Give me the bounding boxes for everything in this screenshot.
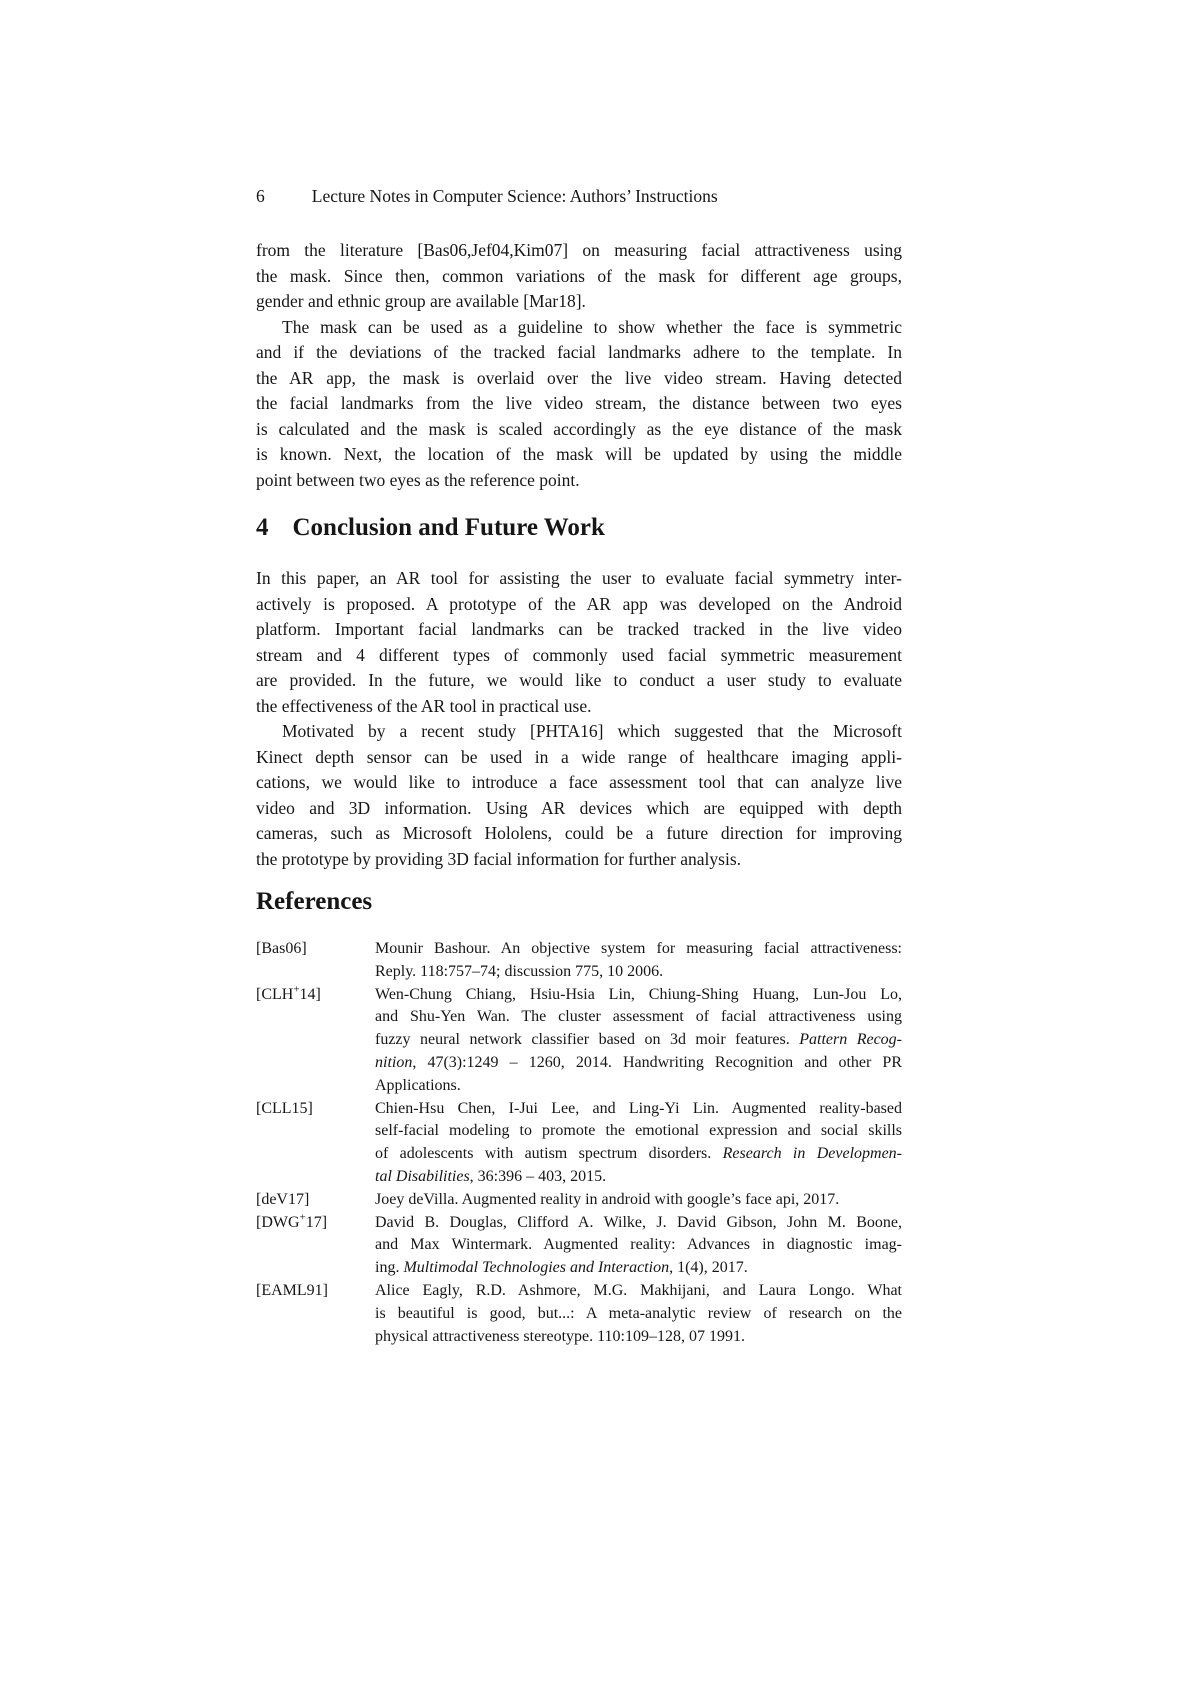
text-segment: platform. Important facial landmarks can be tracked tracked in the live video — [256, 619, 902, 639]
reference-text — [375, 1280, 902, 1348]
text-segment: from the literature [Bas06,Jef04,Kim07] on measuring facial attractiveness using — [256, 240, 902, 260]
text-segment: Wen-Chung Chiang, Hsiu-Hsia Lin, Chiung-Shing Huang, Lun-Jou Lo, — [375, 985, 902, 1003]
text-segment: Kinect depth sensor can be used in a wide range of healthcare imaging appli- — [256, 746, 902, 767]
text-segment: self-facial modeling to promote the emotional expression and social skills — [375, 1122, 902, 1140]
text-line — [256, 391, 902, 417]
reference-label — [256, 938, 375, 984]
text-line — [256, 366, 902, 392]
running-header — [256, 186, 902, 206]
page-number: 6 — [256, 186, 265, 206]
label-text: [CLL15] — [256, 1099, 313, 1117]
text-segment: Mounir Bashour. An objective system for measuring facial attractiveness: — [375, 940, 902, 957]
text-segment: David B. Douglas, Clifford A. Wilke, J. David Gibson, John M. Boone, — [375, 1213, 902, 1231]
text-segment: is beautiful is good, but...: A meta-analytic review of research on the — [375, 1304, 902, 1322]
text-line — [256, 847, 902, 873]
text-segment: is known. Next, the location of the mask will be updated by using the middle — [256, 444, 902, 464]
text-line — [256, 238, 902, 264]
text-segment: and if the deviations of the tracked facial landmarks adhere to the template. In — [256, 342, 902, 362]
text-segment: video and 3D information. Using AR devices which are equipped with depth — [256, 797, 902, 818]
section-heading — [256, 512, 902, 544]
text-line — [256, 643, 902, 669]
text-segment: is calculated and the mask is scaled accordingly as the eye distance of the mask — [256, 418, 902, 439]
reference-entry — [256, 1189, 902, 1212]
text-line — [375, 1052, 902, 1075]
text-line — [256, 315, 902, 341]
text-segment: the facial landmarks from the live video stream, the distance between two eyes — [256, 393, 902, 413]
text-line — [375, 1098, 902, 1121]
text-line — [375, 1257, 902, 1280]
text-segment: Reply. 118:757–74; discussion 775, 10 2006. — [375, 962, 664, 980]
text-segment: gender and ethnic group are available [Mar18]. — [256, 291, 586, 311]
text-segment: point between two eyes as the reference point. — [256, 469, 580, 490]
text-line — [375, 1029, 902, 1052]
text-line — [375, 1120, 902, 1143]
text-line — [256, 442, 902, 468]
text-segment: , 1(4), 2017. — [669, 1259, 748, 1277]
text-line — [256, 617, 902, 643]
label-superscript: + — [299, 1211, 306, 1224]
text-line — [256, 745, 902, 771]
reference-text — [375, 1098, 902, 1189]
text-segment: are provided. In the future, we would like to conduct a user study to evaluate — [256, 670, 902, 690]
reference-text — [375, 1212, 902, 1280]
reference-entry — [256, 938, 902, 984]
text-line — [256, 264, 902, 290]
text-segment: , 36:396 – 403, 2015. — [469, 1167, 607, 1185]
reference-entry — [256, 984, 902, 1098]
text-segment: the prototype by providing 3D facial information for further analysis. — [256, 848, 742, 869]
label-text: [CLH — [256, 985, 294, 1003]
paragraph — [256, 566, 902, 719]
italic-text: Pattern Recog- — [799, 1031, 903, 1049]
text-line — [375, 984, 902, 1007]
text-line — [375, 1075, 902, 1098]
text-segment: Joey deVilla. Augmented reality in android with google’s face api, 2017. — [375, 1190, 840, 1208]
reference-entry — [256, 1280, 902, 1348]
text-segment: cameras, such as Microsoft Hololens, could be a future direction for improving — [256, 823, 902, 843]
text-segment: actively is proposed. A prototype of the AR app was developed on the Android — [256, 593, 902, 614]
text-segment: cations, we would like to introduce a face assessment tool that can analyze live — [256, 772, 902, 792]
section-title: Conclusion and Future Work — [292, 514, 605, 541]
text-line — [256, 770, 902, 796]
reference-label — [256, 1212, 375, 1280]
text-line — [375, 1143, 902, 1166]
text-line — [256, 340, 902, 366]
text-line — [256, 566, 902, 592]
text-line — [375, 1326, 902, 1349]
text-line — [256, 592, 902, 618]
text-segment: , 47(3):1249 – 1260, 2014. Handwriting Recognition and other PR — [412, 1053, 902, 1071]
text-segment: fuzzy neural network classifier based on 3d moir features. — [375, 1031, 800, 1049]
text-segment: stream and 4 different types of commonly used facial symmetric measurement — [256, 644, 902, 665]
text-segment: ing. — [375, 1259, 404, 1277]
text-line — [256, 821, 902, 847]
running-title: Lecture Notes in Computer Science: Authors’ Instructions — [311, 186, 718, 206]
text-line — [256, 796, 902, 822]
text-line — [256, 468, 902, 494]
text-segment: Alice Eagly, R.D. Ashmore, M.G. Makhijani, and Laura Longo. What — [375, 1281, 902, 1299]
section-number: 4 — [256, 514, 269, 541]
reference-entry — [256, 1212, 902, 1280]
reference-label — [256, 984, 375, 1098]
text-line — [256, 289, 902, 315]
text-line — [375, 1006, 902, 1029]
text-line — [375, 1189, 902, 1212]
label-text: [Bas06] — [256, 940, 307, 957]
text-line — [375, 1166, 902, 1189]
reference-text — [375, 1189, 902, 1212]
label-text: 14] — [299, 985, 321, 1003]
reference-text — [375, 938, 902, 984]
italic-text: tal Disabilities — [375, 1167, 470, 1185]
text-line — [375, 938, 902, 961]
paragraph — [256, 719, 902, 872]
text-segment: of adolescents with autism spectrum disorders. — [375, 1145, 723, 1163]
label-text: [DWG — [256, 1213, 300, 1231]
references-list — [256, 938, 902, 1348]
label-superscript: + — [293, 983, 300, 996]
text-line — [256, 417, 902, 443]
text-line — [256, 694, 902, 720]
text-segment: Applications. — [375, 1076, 461, 1094]
text-segment: Motivated by a recent study [PHTA16] which suggested that the Microsoft — [282, 721, 902, 741]
text-line — [375, 1280, 902, 1303]
label-text: 17] — [305, 1213, 328, 1231]
text-line — [256, 719, 902, 745]
text-segment: The mask can be used as a guideline to show whether the face is symmetric — [282, 316, 902, 337]
paragraph — [256, 238, 902, 315]
text-segment: physical attractiveness stereotype. 110:109–128, 07 1991. — [375, 1327, 745, 1345]
italic-text: nition — [375, 1053, 413, 1071]
text-segment: the effectiveness of the AR tool in practical use. — [256, 695, 592, 716]
text-segment: the mask. Since then, common variations of the mask for different age groups, — [256, 265, 902, 286]
label-text: [EAML91] — [256, 1281, 328, 1299]
text-line — [375, 961, 902, 984]
reference-label — [256, 1189, 375, 1212]
text-line — [256, 668, 902, 694]
reference-label — [256, 1280, 375, 1348]
label-text: [deV17] — [256, 1190, 310, 1208]
text-segment: and Shu-Yen Wan. The cluster assessment of facial attractiveness using — [375, 1008, 902, 1026]
text-line — [375, 1234, 902, 1257]
reference-text — [375, 984, 902, 1098]
italic-text: Multimodal Technologies and Interaction — [403, 1259, 670, 1277]
text-segment: In this paper, an AR tool for assisting the user to evaluate facial symmetry inter- — [256, 568, 902, 588]
text-segment: and Max Wintermark. Augmented reality: Advances in diagnostic imag- — [375, 1236, 902, 1254]
references-heading: References — [256, 888, 373, 915]
text-line — [375, 1212, 902, 1235]
paragraph — [256, 315, 902, 494]
text-segment: the AR app, the mask is overlaid over the live video stream. Having detected — [256, 367, 902, 388]
italic-text: Research in Developmen- — [722, 1145, 903, 1163]
page-content — [256, 186, 902, 1348]
text-line — [375, 1303, 902, 1326]
reference-entry — [256, 1098, 902, 1189]
reference-label — [256, 1098, 375, 1189]
text-segment: Chien-Hsu Chen, I-Jui Lee, and Ling-Yi Lin. Augmented reality-based — [375, 1099, 902, 1117]
